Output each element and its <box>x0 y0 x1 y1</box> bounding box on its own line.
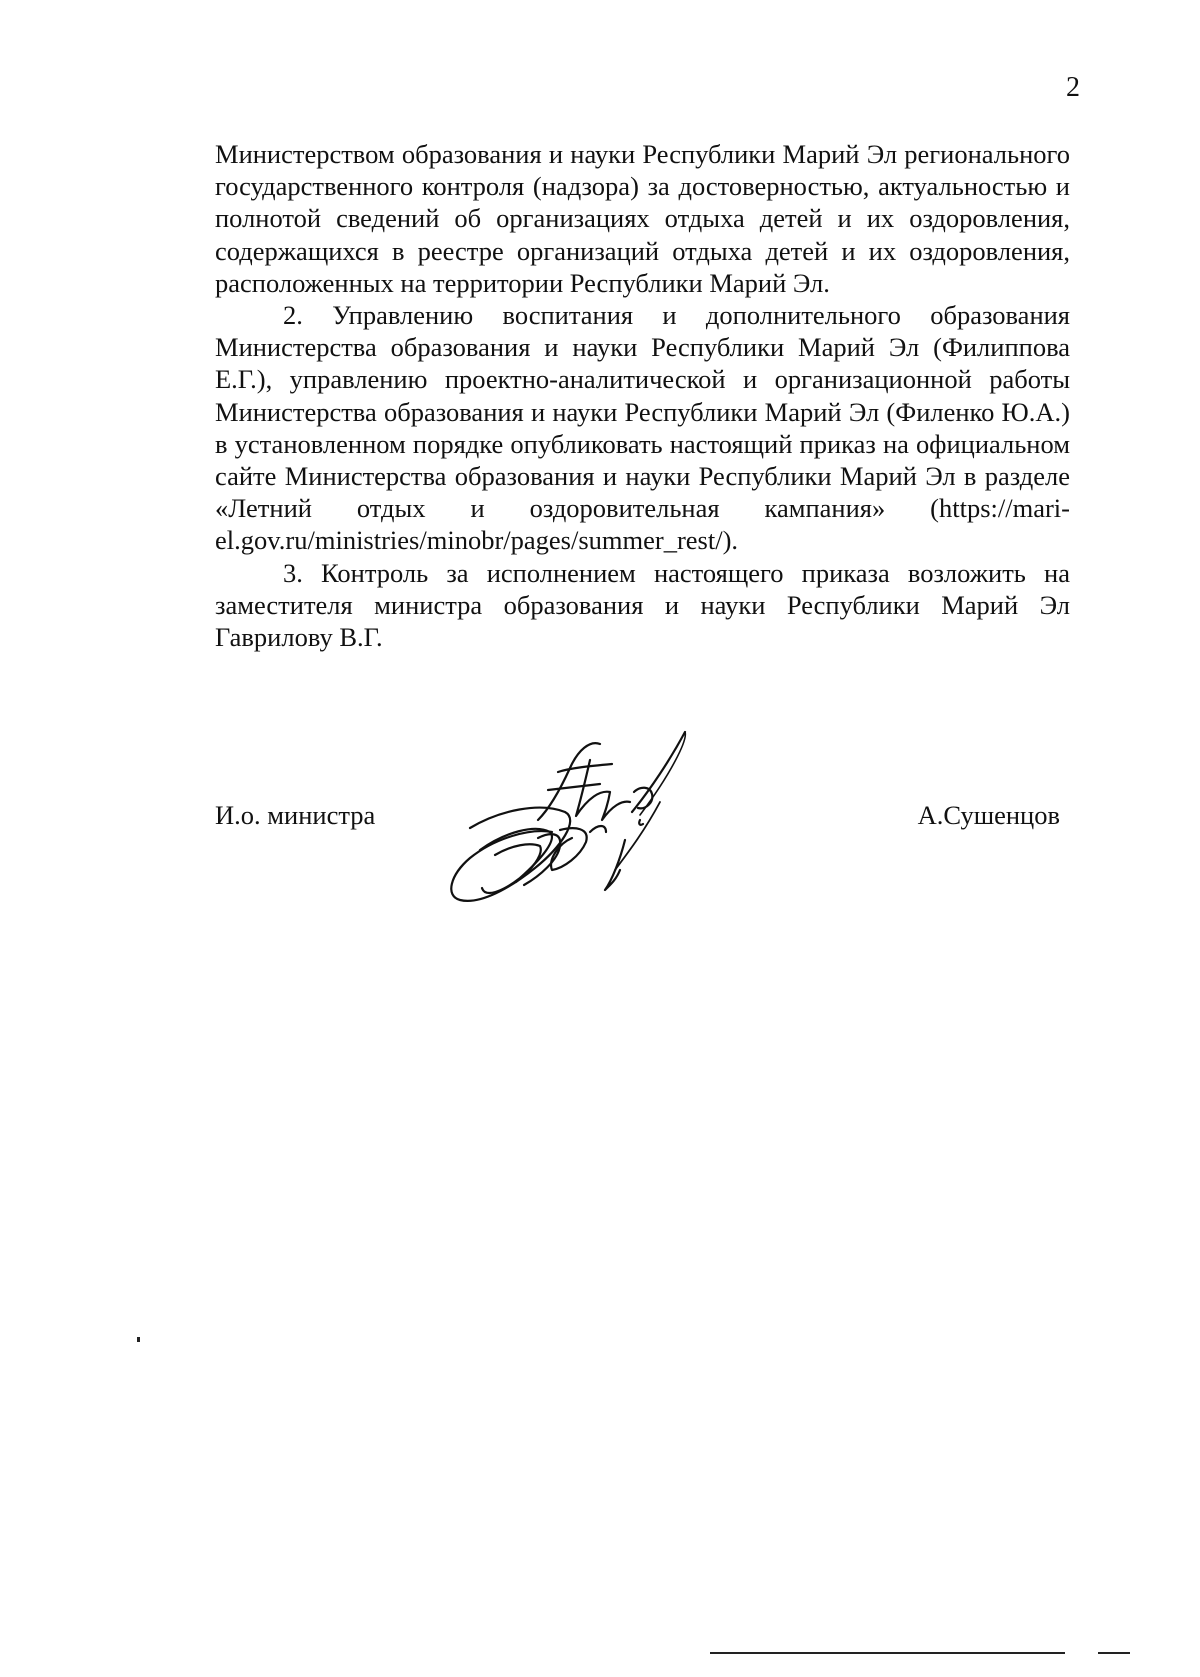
footer-rule-left <box>710 1652 1065 1654</box>
scan-artifact <box>137 1337 140 1342</box>
signatory-name: А.Сушенцов <box>917 800 1060 830</box>
footer-rule-right <box>1098 1652 1130 1654</box>
signatory-position: И.о. министра <box>215 800 376 830</box>
document-body <box>215 138 1070 653</box>
paragraph-3: 3. Контроль за исполнением настоящего приказа возложить на заместителя министра образования и науки Республики Марий Эл Гаврилову В.Г. <box>215 557 1070 653</box>
page-number: 2 <box>1066 72 1080 103</box>
paragraph-2: 2. Управлению воспитания и дополнительного образования Министерства образования и науки Республики Марий Эл (Филиппова Е.Г.), управлению проектно-аналитической и организационной работы Министерства образования и науки Республики Марий Эл (Филенко Ю.А.) в установленном порядке опубликовать настоящий приказ на официальном сайте Министерства образования и науки Республики Марий Эл в разделе «Летний отдых и оздоровительная кампания» (https://mari-el.gov.ru/ministries/minobr/pages/summer_rest/). <box>215 300 1070 556</box>
handwritten-signature <box>440 720 720 935</box>
paragraph-1: Министерством образования и науки Республики Марий Эл регионального государственного контроля (надзора) за достоверностью, актуальностью и полнотой сведений об организациях отдыха детей и их оздоровления, содержащихся в реестре организаций отдыха детей и их оздоровления, расположенных на территории Республики Марий Эл. <box>215 139 1070 298</box>
